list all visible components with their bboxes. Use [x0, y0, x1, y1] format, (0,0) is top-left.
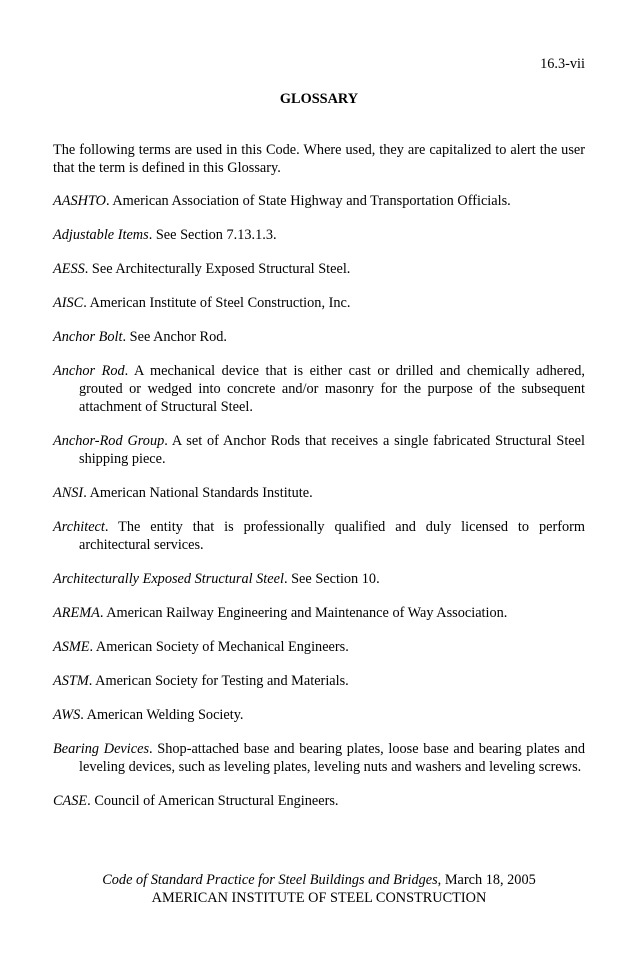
glossary-entry-anchor-rod: Anchor Rod. A mechanical device that is either cast or drilled and chemically adhered, grouted or wedged into concrete and/or masonry for the purpose of the subsequent attachment of Structural Steel. [53, 363, 585, 415]
glossary-term: Anchor Rod [53, 363, 125, 379]
glossary-term: AISC [53, 295, 84, 311]
footer-organization: AMERICAN INSTITUTE OF STEEL CONSTRUCTION [151, 890, 487, 906]
glossary-term: Architecturally Exposed Structural Steel [53, 571, 284, 587]
glossary-definition: See Architecturally Exposed Structural Steel. [91, 261, 351, 277]
footer-date: , March 18, 2005 [437, 872, 536, 888]
glossary-definition: American Welding Society. [86, 707, 244, 723]
glossary-list [53, 192, 585, 826]
glossary-term: ANSI [53, 485, 84, 501]
glossary-definition: Shop-attached base and bearing plates, loose base and bearing plates and leveling devices, such as leveling plates, leveling nuts and washers and leveling screws. [79, 741, 585, 775]
footer-publication-line [0, 871, 638, 889]
footer-publication-title: Code of Standard Practice for Steel Buildings and Bridges [102, 872, 438, 888]
glossary-definition: See Section 10. [291, 571, 380, 587]
glossary-definition: American National Standards Institute. [89, 485, 313, 501]
glossary-entry-bearing-devices: Bearing Devices. Shop-attached base and bearing plates, loose base and bearing plates and leveling devices, such as leveling plates, leveling nuts and washers and leveling screws. [53, 741, 585, 775]
glossary-entry-astm: ASTM. American Society for Testing and Materials. [53, 673, 349, 689]
glossary-entry-aws: AWS. American Welding Society. [53, 707, 244, 723]
glossary-term: AREMA [53, 605, 100, 621]
glossary-entry-ansi: ANSI. American National Standards Institute. [53, 485, 313, 501]
glossary-term: AWS [53, 707, 81, 723]
glossary-definition: American Railway Engineering and Maintenance of Way Association. [106, 605, 508, 621]
glossary-definition: A set of Anchor Rods that receives a single fabricated Structural Steel shipping piece. [79, 433, 585, 467]
glossary-entry-aess-full: Architecturally Exposed Structural Steel. See Section 10. [53, 571, 380, 587]
glossary-definition: Council of American Structural Engineers. [94, 793, 339, 809]
glossary-entry-case: CASE. Council of American Structural Engineers. [53, 793, 339, 809]
glossary-term: Architect [53, 519, 105, 535]
glossary-entry-anchor-rod-group: Anchor-Rod Group. A set of Anchor Rods that receives a single fabricated Structural Steel shipping piece. [53, 433, 585, 467]
glossary-entry-asme: ASME. American Society of Mechanical Engineers. [53, 639, 349, 655]
glossary-entry-architect: Architect. The entity that is professionally qualified and duly licensed to perform architectural services. [53, 519, 586, 553]
glossary-entry-aashto: AASHTO. American Association of State Highway and Transportation Officials. [53, 193, 511, 209]
glossary-term: AESS [53, 261, 85, 277]
glossary-term: Bearing Devices [53, 741, 150, 757]
page-number: 16.3-vii [540, 56, 585, 72]
glossary-definition: American Association of State Highway and Transportation Officials. [112, 193, 511, 209]
page-title: GLOSSARY [279, 91, 359, 107]
glossary-definition: A mechanical device that is either cast or drilled and chemically adhered, grouted or wedged into concrete and/or masonry for the purpose of the subsequent attachment of Structural Steel. [79, 363, 585, 415]
glossary-entry-aess: AESS. See Architecturally Exposed Structural Steel. [53, 261, 351, 277]
glossary-entry-adjustable-items: Adjustable Items. See Section 7.13.1.3. [53, 227, 277, 243]
intro-paragraph: The following terms are used in this Code. Where used, they are capitalized to alert the user that the term is defined in this Glossary. [53, 142, 585, 176]
glossary-definition: American Institute of Steel Construction, Inc. [89, 295, 351, 311]
glossary-definition: The entity that is professionally qualified and duly licensed to perform architectural services. [79, 519, 586, 553]
glossary-term: CASE [53, 793, 88, 809]
glossary-definition: American Society for Testing and Materials. [95, 673, 349, 689]
glossary-definition: See Section 7.13.1.3. [155, 227, 277, 243]
glossary-definition: See Anchor Rod. [129, 329, 227, 345]
glossary-entry-aisc: AISC. American Institute of Steel Construction, Inc. [53, 295, 351, 311]
glossary-term: Anchor Bolt [53, 329, 123, 345]
glossary-term: ASTM [53, 673, 89, 689]
glossary-term: ASME [53, 639, 90, 655]
glossary-term: Anchor-Rod Group [53, 433, 165, 449]
glossary-term: Adjustable Items [53, 227, 149, 243]
glossary-entry-arema: AREMA. American Railway Engineering and Maintenance of Way Association. [53, 605, 508, 621]
glossary-definition: American Society of Mechanical Engineers. [95, 639, 349, 655]
page-footer [0, 871, 638, 907]
glossary-entry-anchor-bolt: Anchor Bolt. See Anchor Rod. [53, 329, 227, 345]
glossary-term: AASHTO [53, 193, 106, 209]
